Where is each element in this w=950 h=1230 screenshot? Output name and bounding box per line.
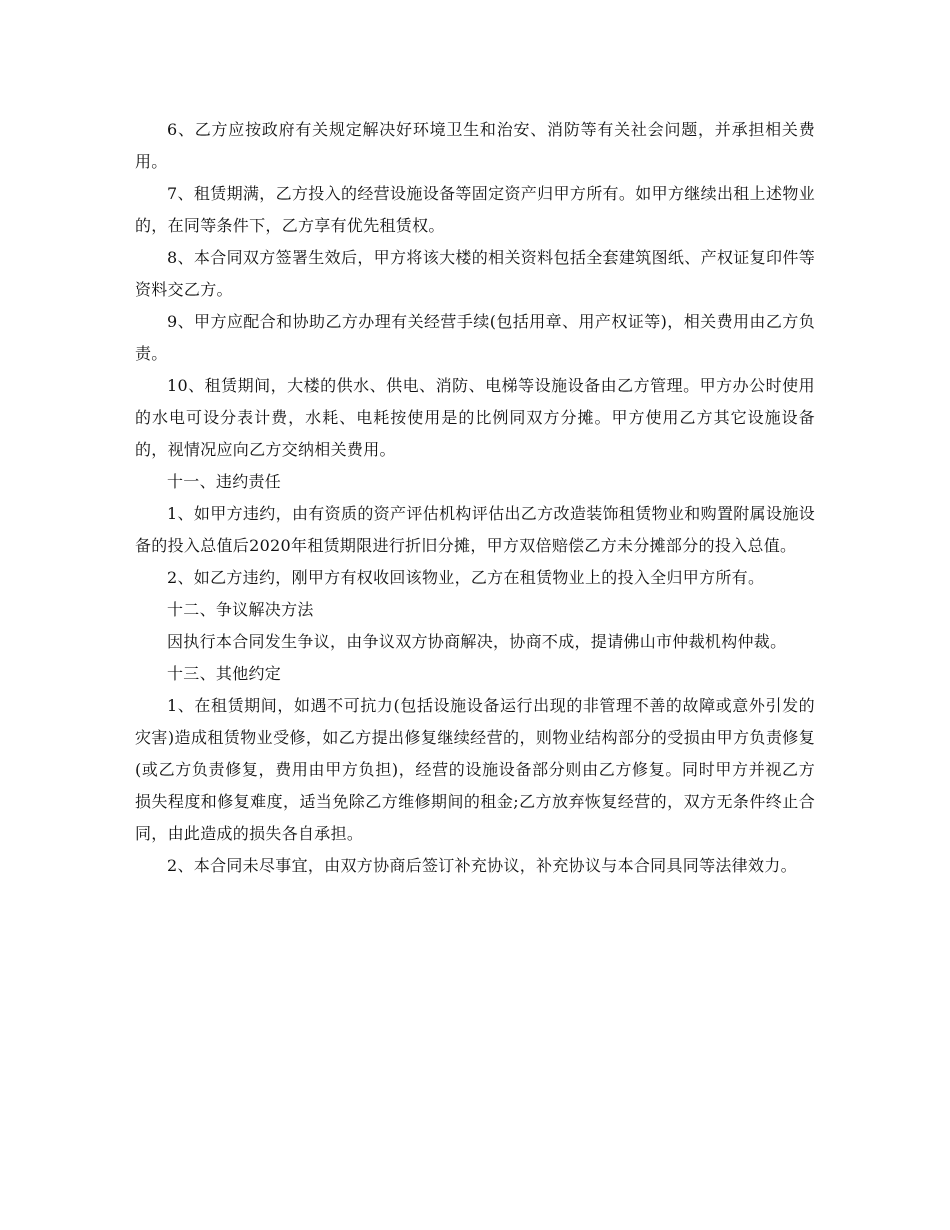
clause-9: 9、甲方应配合和协助乙方办理有关经营手续(包括用章、用产权证等)，相关费用由乙方负责。	[135, 312, 815, 363]
breach-clause-2: 2、如乙方违约，刚甲方有权收回该物业，乙方在租赁物业上的投入全归甲方所有。	[167, 568, 765, 587]
section-heading-other: 十三、其他约定	[167, 664, 282, 683]
clause-6: 6、乙方应按政府有关规定解决好环境卫生和治安、消防等有关社会问题，并承担相关费用。	[135, 120, 815, 171]
clause-8: 8、本合同双方签署生效后，甲方将该大楼的相关资料包括全套建筑图纸、产权证复印件等资料交乙方。	[135, 248, 815, 299]
breach-clause-1: 1、如甲方违约，由有资质的资产评估机构评估出乙方改造装饰租赁物业和购置附属设施设备的投入总值后2020年租赁期限进行折旧分摊，甲方双倍赔偿乙方未分摊部分的投入总值。	[135, 504, 815, 555]
clause-10: 10、租赁期间，大楼的供水、供电、消防、电梯等设施设备由乙方管理。甲方办公时使用的水电可设分表计费，水耗、电耗按使用是的比例同双方分摊。甲方使用乙方其它设施设备的，视情况应向乙方交纳相关费用。	[135, 376, 815, 459]
other-clause-1: 1、在租赁期间，如遇不可抗力(包括设施设备运行出现的非管理不善的故障或意外引发的灾害)造成租赁物业受修，如乙方提出修复继续经营的，则物业结构部分的受损由甲方负责修复(或乙方负责修复，费用由甲方负担)，经营的设施设备部分则由乙方修复。同时甲方并视乙方损失程度和修复难度，适当免除乙方维修期间的租金;乙方放弃恢复经营的，双方无条件终止合同，由此造成的损失各自承担。	[135, 696, 815, 843]
contract-body	[135, 114, 815, 882]
other-clause-2: 2、本合同未尽事宜，由双方协商后签订补充协议，补充协议与本合同具同等法律效力。	[167, 856, 797, 875]
dispute-clause: 因执行本合同发生争议，由争议双方协商解决，协商不成，提请佛山市仲裁机构仲裁。	[167, 632, 787, 651]
clause-7: 7、租赁期满，乙方投入的经营设施设备等固定资产归甲方所有。如甲方继续出租上述物业的，在同等条件下，乙方享有优先租赁权。	[135, 184, 815, 235]
section-heading-breach: 十一、违约责任	[167, 472, 282, 491]
section-heading-dispute: 十二、争议解决方法	[167, 600, 314, 619]
